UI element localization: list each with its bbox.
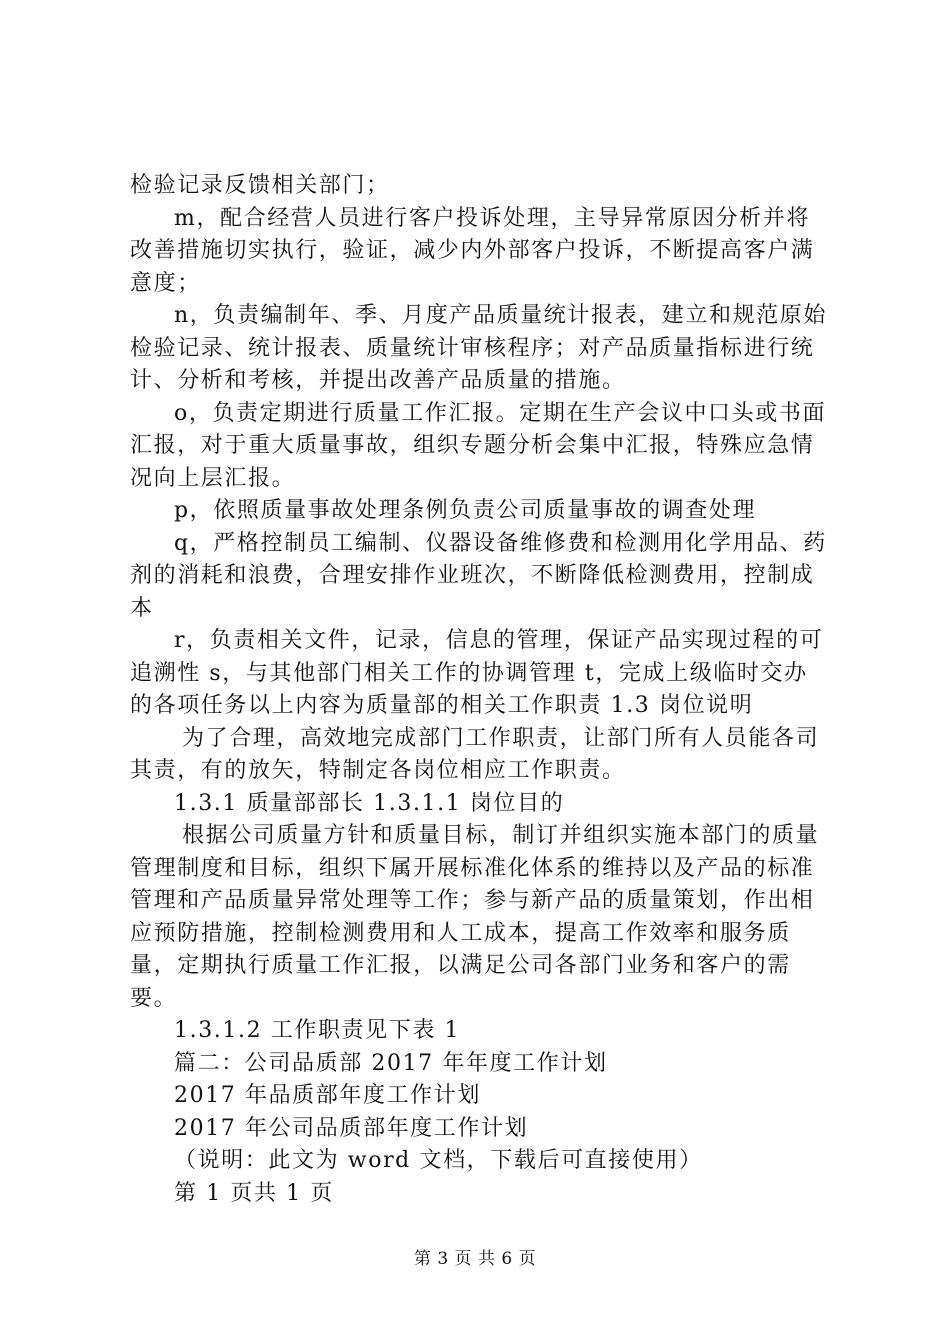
paragraph: p，依照质量事故处理条例负责公司质量事故的调查处理	[174, 498, 757, 523]
paragraph: 第 1 页共 1 页	[174, 1180, 334, 1206]
section-heading: 1.3.1.2 工作职责见下表 1	[174, 1018, 461, 1043]
chapter-heading: 篇二：公司品质部 2017 年年度工作计划	[174, 1050, 608, 1076]
paragraph: r，负责相关文件，记录，信息的管理，保证产品实现过程的可追溯性 s，与其他部门相关工作的协调管理 t，完成上级临时交办的各项任务以上内容为质量部的相关工作职责 1.3 岗位说明	[130, 628, 824, 718]
paragraph: m，配合经营人员进行客户投诉处理，主导异常原因分析并将改善措施切实执行，验证，减少内外部客户投诉，不断提高客户满意度；	[130, 205, 815, 296]
paragraph: 2017 年品质部年度工作计划	[174, 1083, 481, 1108]
paragraph: 检验记录反馈相关部门；	[130, 173, 390, 198]
paragraph: 根据公司质量方针和质量目标，制订并组织实施本部门的质量管理制度和目标，组织下属开展标准化体系的维持以及产品的标准管理和产品质量异常处理等工作；参与新产品的质量策划，作出相应预防措施，控制检测费用和人工成本，提高工作效率和服务质量，定期执行质量工作汇报，以满足公司各部门业务和客户的需要。	[130, 823, 820, 1011]
paragraph: 为了合理，高效地完成部门工作职责，让部门所有人员能各司其责，有的放矢，特制定各岗位相应工作职责。	[130, 725, 820, 783]
paragraph: n，负责编制年、季、月度产品质量统计报表，建立和规范原始检验记录、统计报表、质量统计审核程序；对产品质量指标进行统计、分析和考核，并提出改善产品质量的措施。	[130, 303, 827, 393]
paragraph: 2017 年公司品质部年度工作计划	[174, 1115, 529, 1141]
paragraph: q，严格控制员工编制、仪器设备维修费和检测用化学用品、药剂的消耗和浪费，合理安排作业班次，不断降低检测费用，控制成本	[130, 530, 827, 621]
paragraph: （说明：此文为 word 文档，下载后可直接使用）	[174, 1148, 703, 1173]
paragraph: o，负责定期进行质量工作汇报。定期在生产会议中口头或书面汇报，对于重大质量事故，组织专题分析会集中汇报，特殊应急情况向上层汇报。	[130, 400, 827, 491]
document-body	[130, 170, 830, 1210]
page-footer: 第 3 页 共 6 页	[413, 1249, 537, 1269]
section-heading: 1.3.1 质量部部长 1.3.1.1 岗位目的	[174, 790, 565, 816]
